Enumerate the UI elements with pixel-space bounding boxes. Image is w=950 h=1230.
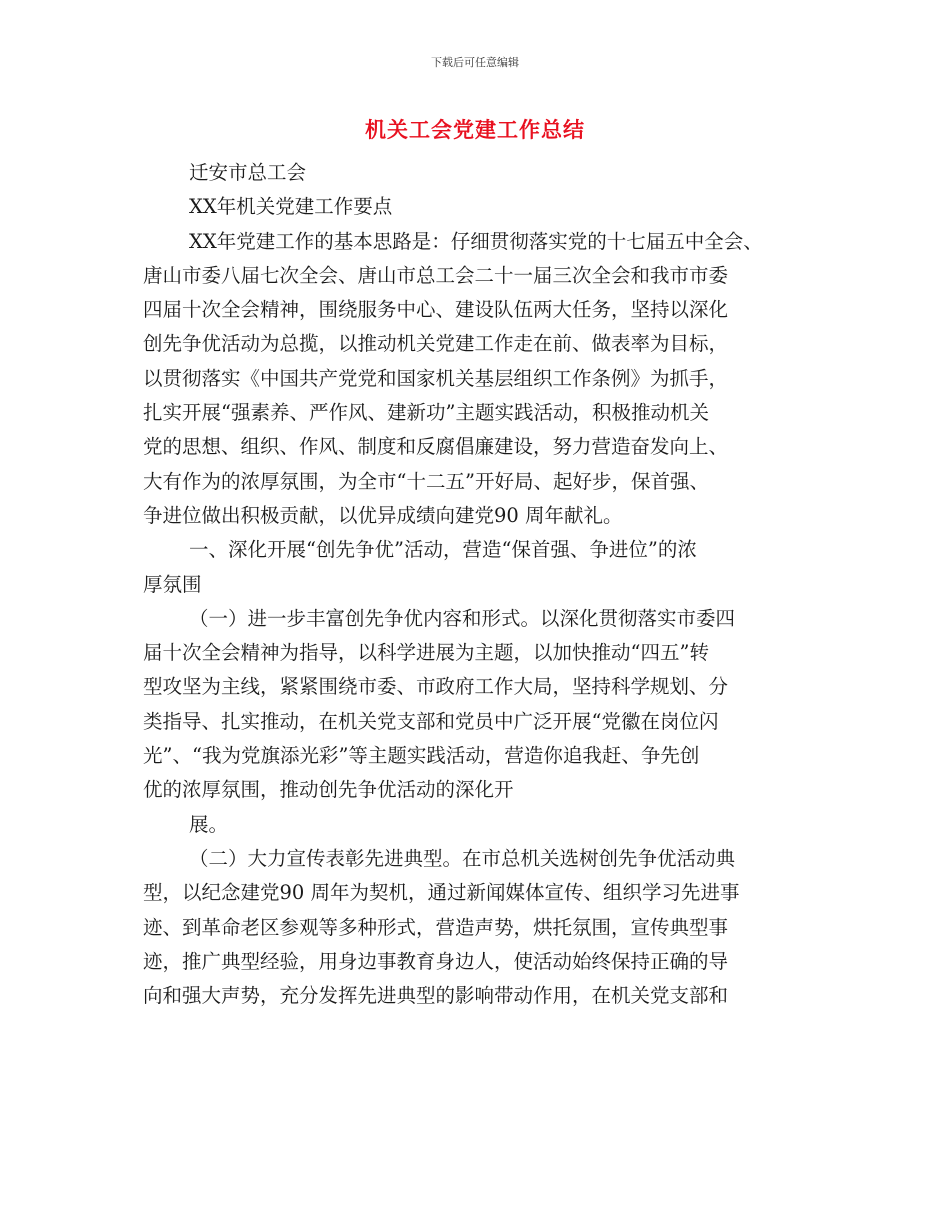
body-line: 以贯彻落实《中国共产党党和国家机关基层组织工作条例》为抓手， [143,366,729,390]
header-note: 下载后可任意编辑 [431,56,519,69]
body-line: 四届十次全会精神，围绕服务中心、建设队伍两大任务，坚持以深化 [143,298,729,322]
body-line: 类指导、扎实推动，在机关党支部和党员中广泛开展“党徽在岗位闪 [143,709,719,733]
body-line: 唐山市委八届七次全会、唐山市总工会二十一届三次全会和我市市委 [143,263,729,287]
body-line: 光”、“我为党旗添光彩”等主题实践活动，营造你追我赶、争先创 [143,744,700,768]
body-line: （一）进一步丰富创先争优内容和形式。以深化贯彻落实市委四 [189,606,736,630]
body-line: 迹、到革命老区参观等多种形式，营造声势，烘托氛围，宣传典型事 [143,915,729,939]
body-line: 厚氛围 [143,572,202,596]
body-line: （二）大力宣传表彰先进典型。在市总机关选树创先争优活动典 [189,846,736,870]
body-line: 争进位做出积极贡献，以优异成绩向建党90 周年献礼。 [143,503,623,527]
body-line: 大有作为的浓厚氛围，为全市“十二五”开好局、起好步，保首强、 [143,469,709,493]
body-line: 型攻坚为主线，紧紧围绕市委、市政府工作大局，坚持科学规划、分 [143,675,729,699]
body-line: 迁安市总工会 [189,161,307,184]
body-line: 一、深化开展“创先争优”活动，营造“保首强、争进位”的浓 [189,538,697,562]
body-line: 创先争优活动为总揽，以推动机关党建工作走在前、做表率为目标， [143,332,729,356]
body-line: 优的浓厚氛围，推动创先争优活动的深化开 [143,778,514,802]
document-body [143,156,823,1013]
body-line: 迹，推广典型经验，用身边事教育身边人，使活动始终保持正确的导 [143,949,729,973]
body-line: XX年机关党建工作要点 [189,195,393,219]
body-line: 型，以纪念建党90 周年为契机，通过新闻媒体宣传、组织学习先进事 [143,881,740,905]
body-line: XX年党建工作的基本思路是：仔细贯彻落实党的十七届五中全会、 [189,229,763,253]
body-line: 届十次全会精神为指导，以科学进展为主题，以加快推动“四五”转 [143,641,709,665]
body-line: 向和强大声势，充分发挥先进典型的影响带动作用，在机关党支部和 [143,984,729,1008]
document-title: 机关工会党建工作总结 [365,117,585,142]
body-line: 展。 [189,812,229,836]
body-line: 扎实开展“强素养、严作风、建新功”主题实践活动，积极推动机关 [143,401,709,425]
body-line: 党的思想、组织、作风、制度和反腐倡廉建设，努力营造奋发向上、 [143,435,729,459]
